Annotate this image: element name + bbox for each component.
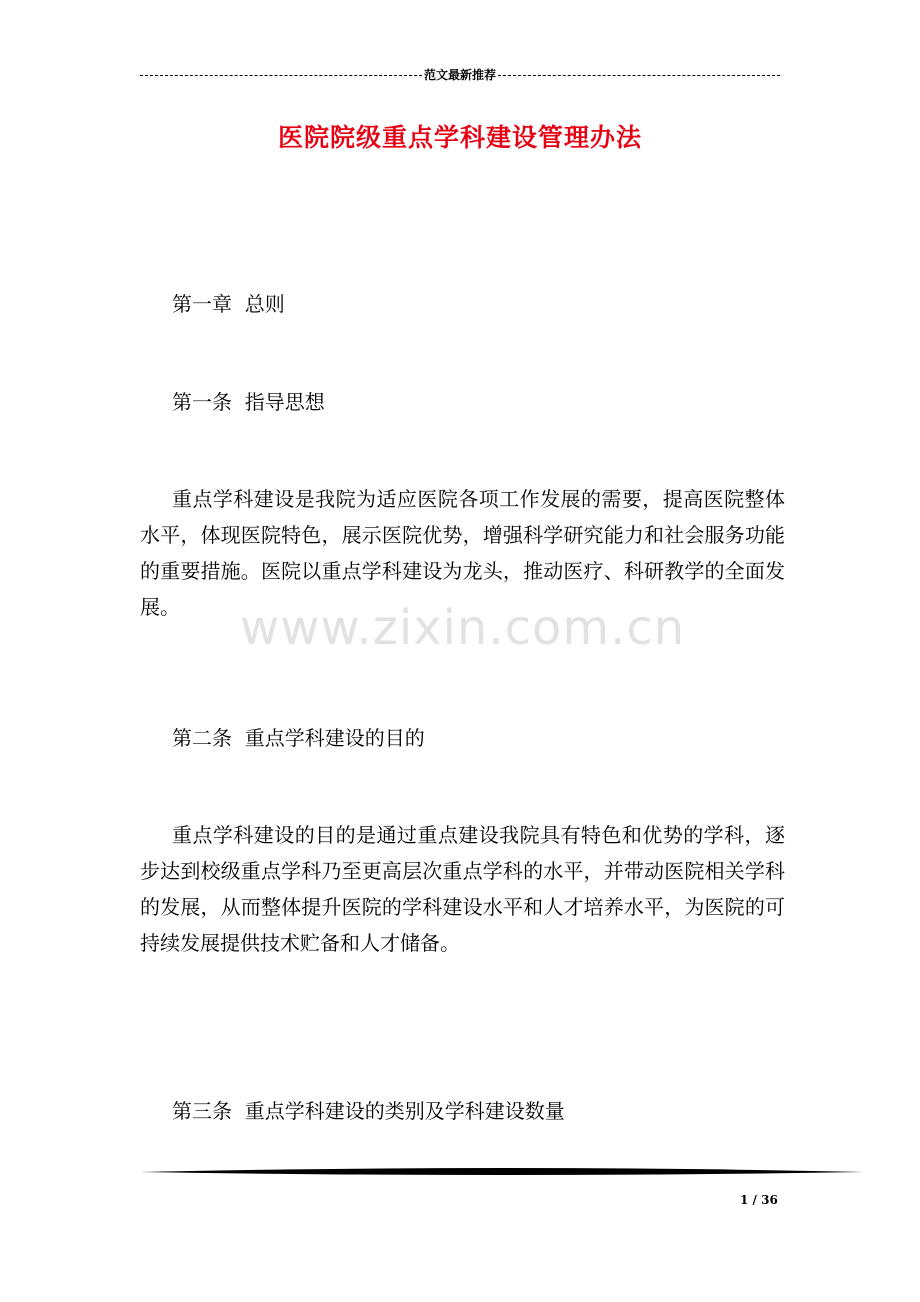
header-dashes-right [498,75,780,76]
header-dashes-left [140,75,422,76]
article-2-body: 重点学科建设的目的是通过重点建设我院具有特色和优势的学科，逐步达到校级重点学科乃至更高层次重点学科的水平，并带动医院相关学科的发展，从而整体提升医院的学科建设水平和人才培养水平，为医院的可持续发展提供技术贮备和人才储备。 [140,823,785,955]
footer-rule [140,1166,864,1178]
page-header [140,66,780,83]
article-1-body: 重点学科建设是我院为适应医院各项工作发展的需要，提高医院整体水平，体现医院特色，展示医院优势，增强科学研究能力和社会服务功能的重要措施。医院以重点学科建设为龙头，推动医疗、科研教学的全面发展。 [140,487,785,619]
article-3-heading: 第三条 重点学科建设的类别及学科建设数量 [172,1099,565,1123]
header-text: 范文最新推荐 [424,68,497,82]
page-number: 1 / 36 [740,1193,778,1207]
article-1-heading: 第一条 指导思想 [172,390,325,414]
document-title: 医院院级重点学科建设管理办法 [277,123,642,152]
chapter-heading: 第一章 总则 [172,292,285,316]
watermark: www.zixin.com.cn [240,600,686,656]
article-2-heading: 第二条 重点学科建设的目的 [172,726,425,750]
